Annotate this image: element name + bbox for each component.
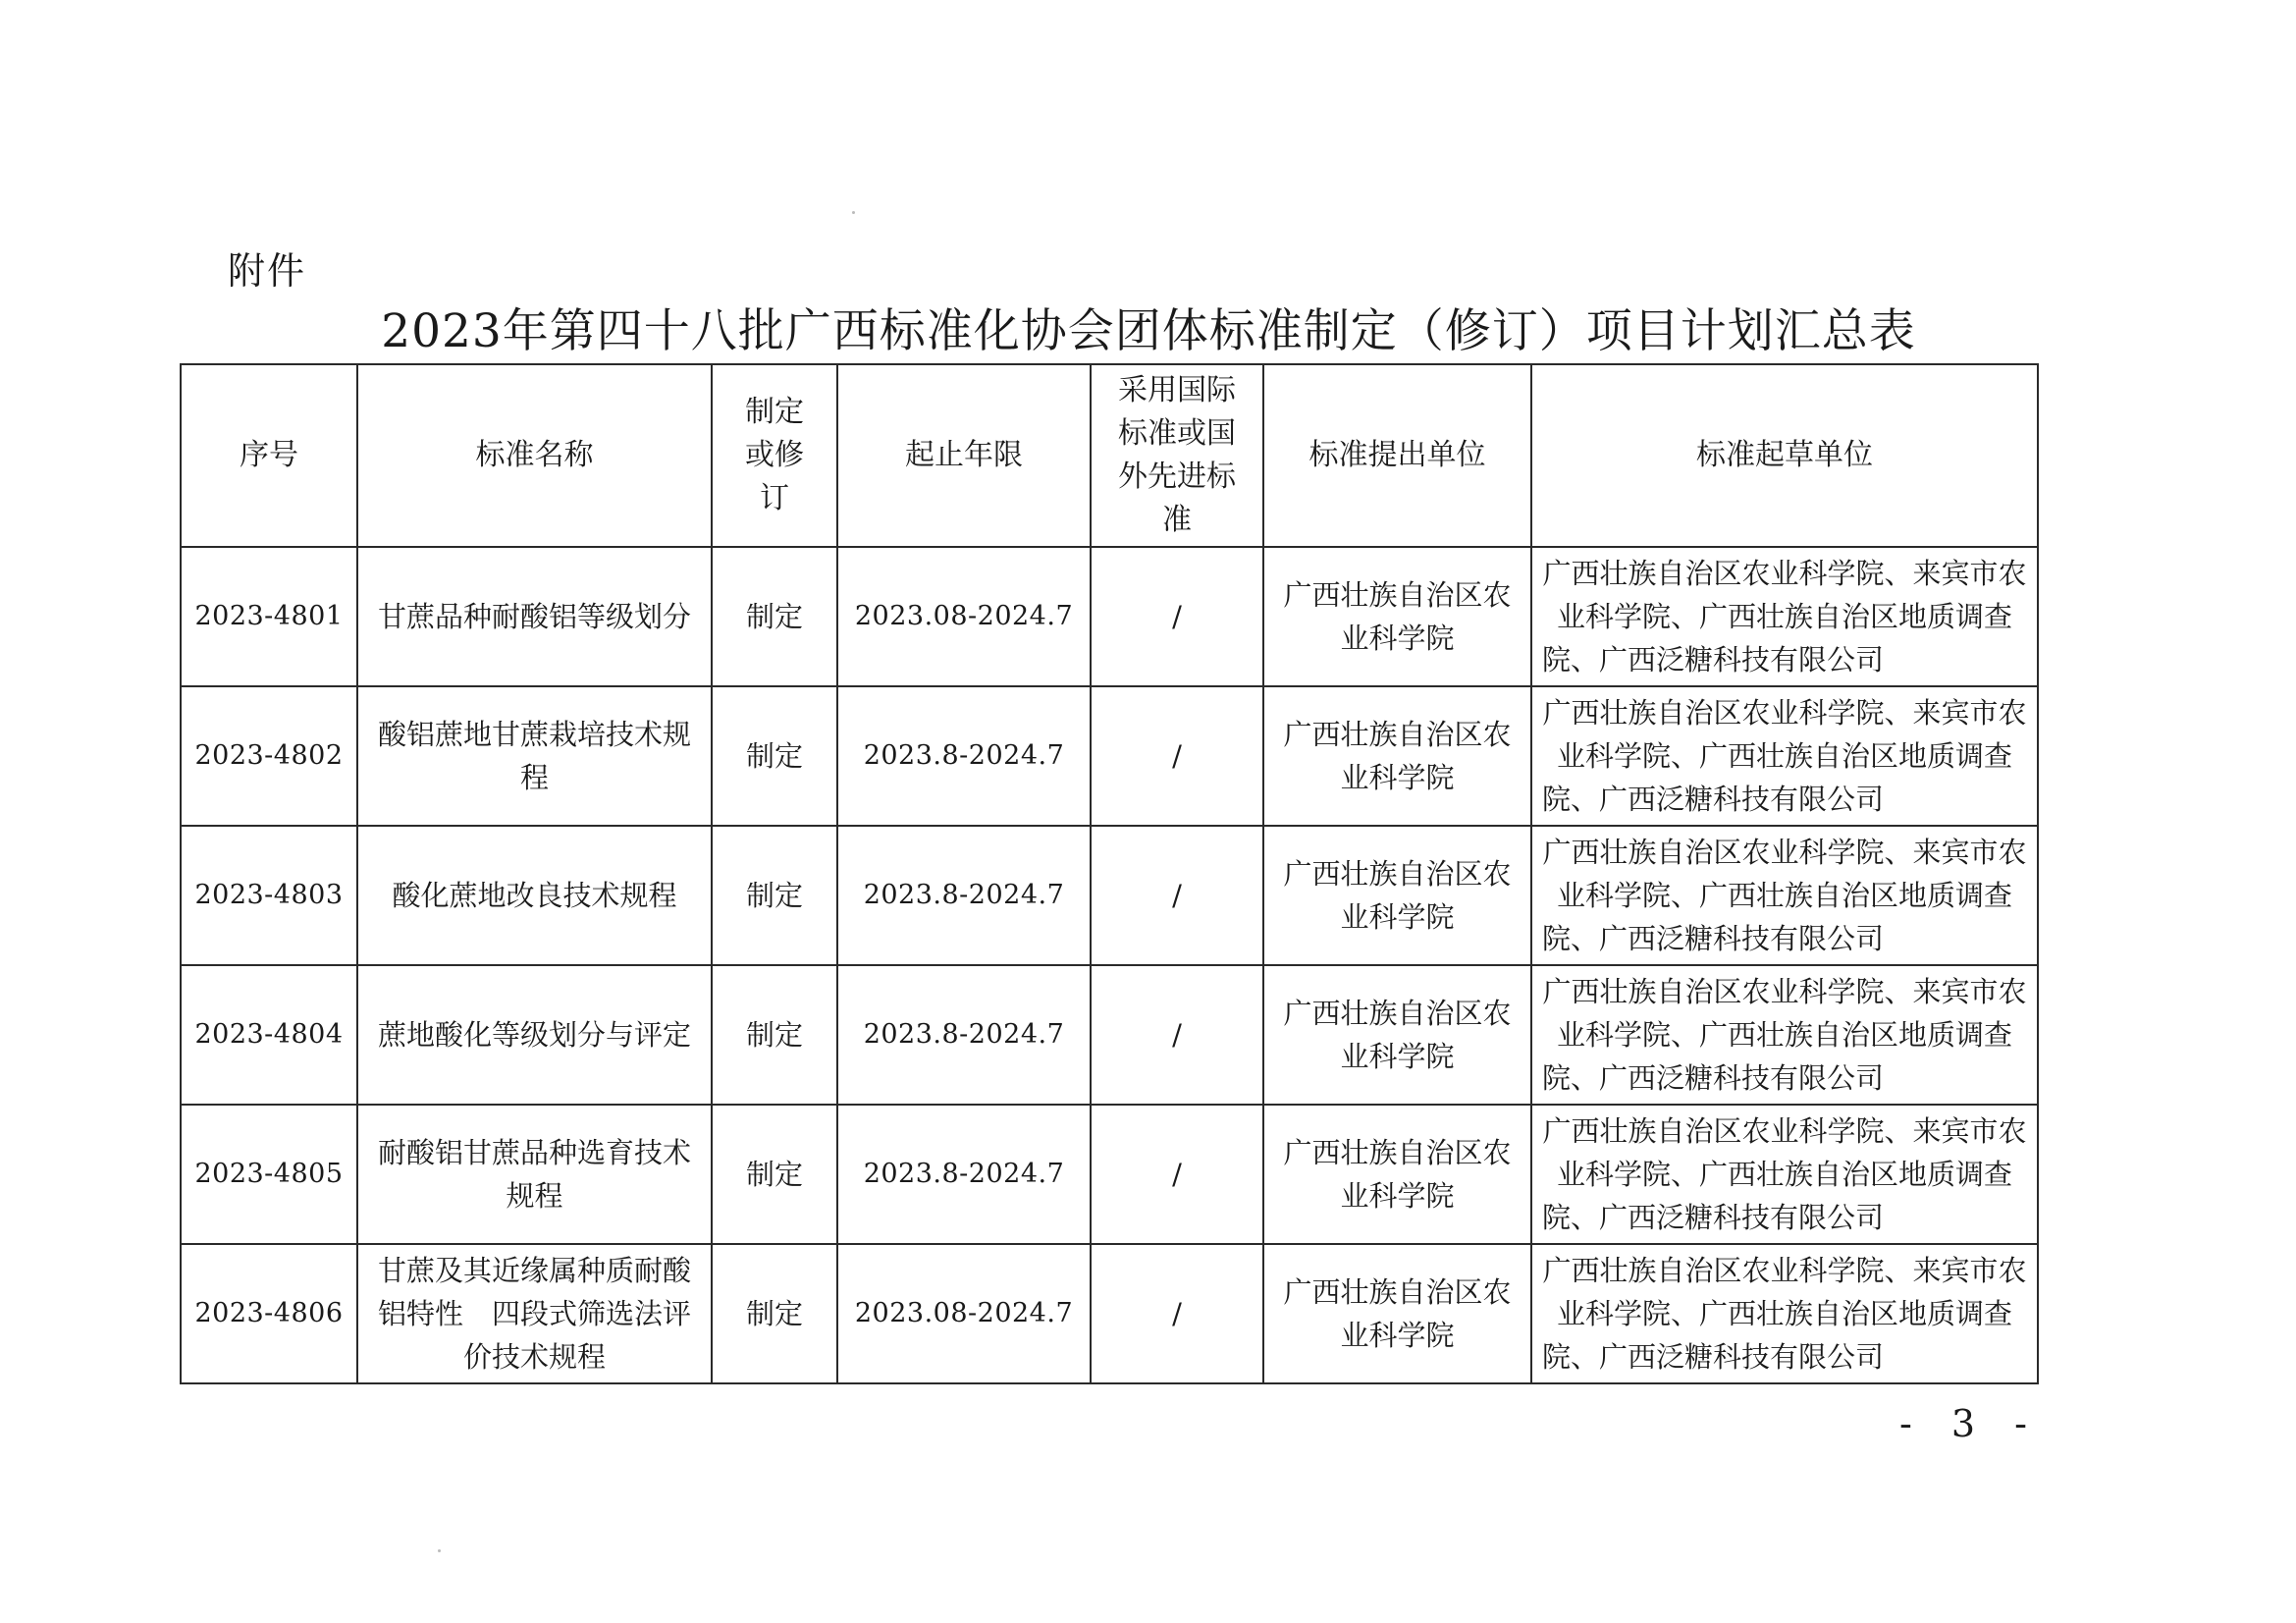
standards-plan-table [180,363,2039,1384]
row-type: 制定 [712,965,837,1105]
row-period: 2023.8-2024.7 [837,686,1091,826]
header-standard-name: 标准名称 [357,364,712,547]
header-adopted-standard: 采用国际标准或国外先进标准 [1091,364,1263,547]
table-row [181,965,2038,1105]
row-proposer: 广西壮族自治区农业科学院 [1263,686,1531,826]
table-row [181,826,2038,965]
scan-speck [438,1549,441,1552]
row-drafter: 广西壮族自治区农业科学院、来宾市农业科学院、广西壮族自治区地质调查院、广西泛糖科技有限公司 [1531,547,2038,686]
row-adopted-standard: / [1091,686,1263,826]
row-standard-name: 蔗地酸化等级划分与评定 [357,965,712,1105]
row-proposer: 广西壮族自治区农业科学院 [1263,826,1531,965]
row-adopted-standard: / [1091,826,1263,965]
row-type: 制定 [712,1105,837,1244]
row-adopted-standard: / [1091,965,1263,1105]
header-type: 制定或修订 [712,364,837,547]
row-type: 制定 [712,1244,837,1383]
header-proposer: 标准提出单位 [1263,364,1531,547]
row-serial: 2023-4801 [181,547,357,686]
row-standard-name: 耐酸铝甘蔗品种选育技术规程 [357,1105,712,1244]
header-period: 起止年限 [837,364,1091,547]
row-proposer: 广西壮族自治区农业科学院 [1263,965,1531,1105]
row-type: 制定 [712,826,837,965]
row-drafter: 广西壮族自治区农业科学院、来宾市农业科学院、广西壮族自治区地质调查院、广西泛糖科技有限公司 [1531,1105,2038,1244]
row-adopted-standard: / [1091,1105,1263,1244]
row-proposer: 广西壮族自治区农业科学院 [1263,547,1531,686]
header-drafter: 标准起草单位 [1531,364,2038,547]
document-title: 2023年第四十八批广西标准化协会团体标准制定（修订）项目计划汇总表 [381,304,1916,358]
row-serial: 2023-4803 [181,826,357,965]
scan-speck [852,211,855,214]
table-row [181,1105,2038,1244]
table-row [181,686,2038,826]
row-standard-name: 甘蔗品种耐酸铝等级划分 [357,547,712,686]
row-drafter: 广西壮族自治区农业科学院、来宾市农业科学院、广西壮族自治区地质调查院、广西泛糖科技有限公司 [1531,965,2038,1105]
table-row [181,1244,2038,1383]
table-header-row [181,364,2038,547]
row-standard-name: 甘蔗及其近缘属种质耐酸铝特性 四段式筛选法评价技术规程 [357,1244,712,1383]
row-adopted-standard: / [1091,1244,1263,1383]
header-serial: 序号 [181,364,357,547]
row-standard-name: 酸化蔗地改良技术规程 [357,826,712,965]
row-serial: 2023-4802 [181,686,357,826]
row-proposer: 广西壮族自治区农业科学院 [1263,1105,1531,1244]
row-period: 2023.8-2024.7 [837,965,1091,1105]
table-row [181,547,2038,686]
row-proposer: 广西壮族自治区农业科学院 [1263,1244,1531,1383]
page-number: - 3 - [1899,1402,2042,1445]
row-adopted-standard: / [1091,547,1263,686]
row-drafter: 广西壮族自治区农业科学院、来宾市农业科学院、广西壮族自治区地质调查院、广西泛糖科技有限公司 [1531,686,2038,826]
row-period: 2023.08-2024.7 [837,1244,1091,1383]
row-drafter: 广西壮族自治区农业科学院、来宾市农业科学院、广西壮族自治区地质调查院、广西泛糖科技有限公司 [1531,826,2038,965]
row-serial: 2023-4805 [181,1105,357,1244]
row-period: 2023.8-2024.7 [837,826,1091,965]
row-drafter: 广西壮族自治区农业科学院、来宾市农业科学院、广西壮族自治区地质调查院、广西泛糖科技有限公司 [1531,1244,2038,1383]
row-type: 制定 [712,686,837,826]
row-period: 2023.8-2024.7 [837,1105,1091,1244]
row-period: 2023.08-2024.7 [837,547,1091,686]
row-type: 制定 [712,547,837,686]
row-serial: 2023-4806 [181,1244,357,1383]
row-standard-name: 酸铝蔗地甘蔗栽培技术规程 [357,686,712,826]
attachment-label: 附件 [228,249,307,293]
row-serial: 2023-4804 [181,965,357,1105]
